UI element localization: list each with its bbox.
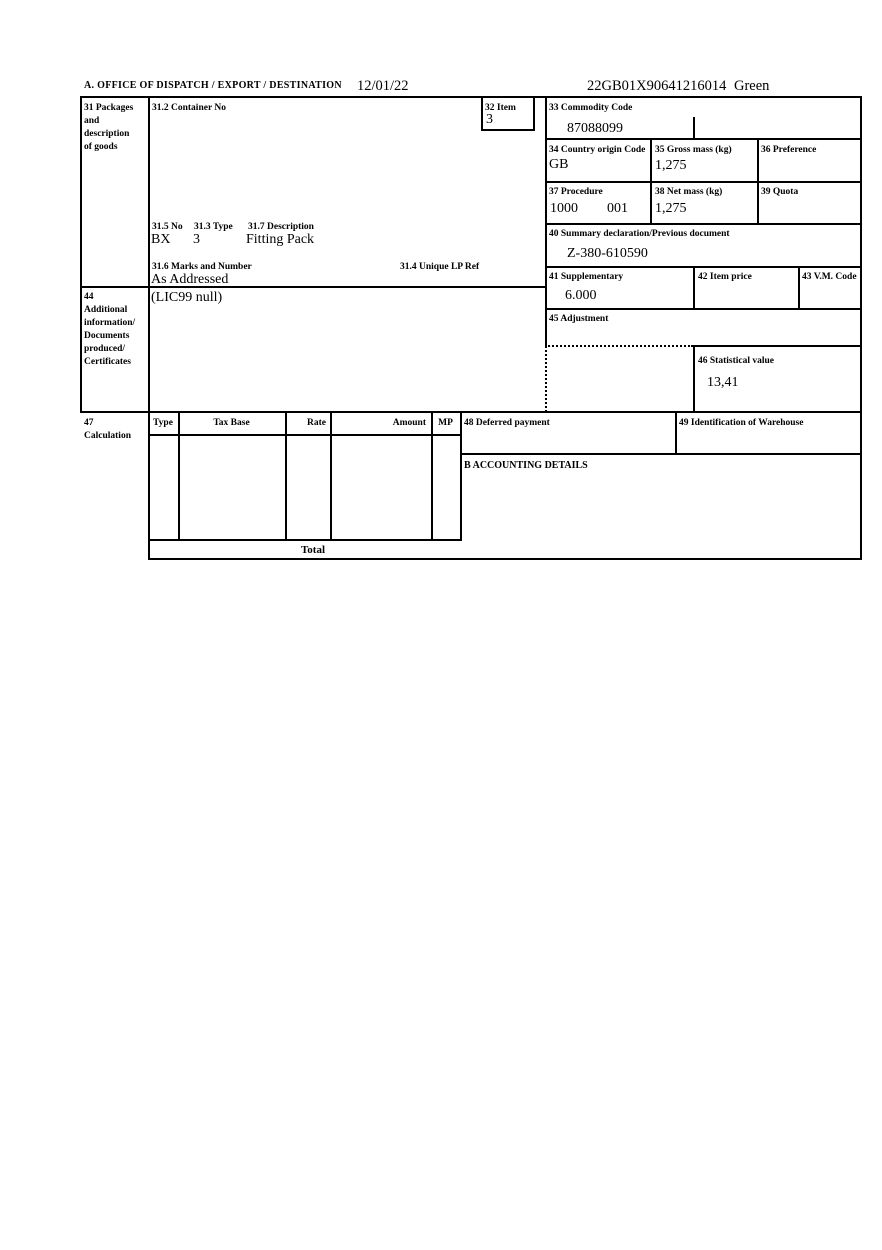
border-line [798, 266, 800, 310]
calc-header-amount: Amount [392, 418, 426, 428]
box32-label: 32 Item [485, 103, 516, 113]
border-line [285, 411, 287, 541]
border-line [148, 558, 862, 560]
box42-label: 42 Item price [698, 272, 752, 282]
box31-6-marks-number: As Addressed [151, 272, 229, 287]
border-line [178, 411, 180, 541]
border-line [650, 138, 652, 225]
box35-gross-mass: 1,275 [655, 158, 687, 173]
border-line [431, 411, 433, 541]
box34-country-origin: GB [549, 157, 569, 172]
border-line [330, 411, 332, 541]
calc-header-tax-base: Tax Base [213, 418, 250, 428]
box44-additional-information: (LIC99 null) [151, 290, 223, 305]
border-line [80, 411, 862, 413]
border-line [693, 345, 695, 413]
box44-label-line6: Certificates [84, 357, 131, 367]
box33-label: 33 Commodity Code [549, 103, 633, 113]
box44-label-line2: Additional [84, 305, 128, 315]
border-line [80, 96, 862, 98]
border-line [545, 96, 547, 348]
box36-label: 36 Preference [761, 145, 817, 155]
box48-label: 48 Deferred payment [464, 418, 550, 428]
box41-supplementary-units: 6.000 [565, 288, 597, 303]
calc-header-rate: Rate [307, 418, 326, 428]
box40-label: 40 Summary declaration/Previous document [549, 229, 730, 239]
border-line [481, 96, 483, 131]
border-line [545, 266, 862, 268]
border-line [545, 138, 862, 140]
border-line [860, 96, 862, 413]
box31-5-label: 31.5 No [152, 222, 183, 232]
box32-item-number: 3 [486, 112, 493, 127]
box37-procedure-main: 1000 [550, 201, 578, 216]
border-line [693, 345, 862, 347]
border-line [148, 539, 462, 541]
border-line [860, 411, 862, 560]
border-line [533, 96, 535, 131]
dotted-border-line [545, 346, 547, 412]
box39-label: 39 Quota [761, 187, 799, 197]
declaration-number: 22GB01X90641216014 [587, 78, 727, 94]
box43-label: 43 V.M. Code [802, 272, 857, 282]
box31-label-line3: description [84, 129, 130, 139]
box44-label-line5: produced/ [84, 344, 126, 354]
box37-label: 37 Procedure [549, 187, 603, 197]
border-line [460, 453, 862, 455]
box31-label-line1: 31 Packages [84, 103, 134, 113]
accounting-details-label: B ACCOUNTING DETAILS [464, 460, 588, 471]
box41-label: 41 Supplementary [549, 272, 624, 282]
calc-header-type: Type [153, 418, 173, 428]
box31-label-line2: and [84, 116, 100, 126]
declaration-date: 12/01/22 [357, 78, 409, 94]
border-line [148, 434, 462, 436]
border-line [545, 223, 862, 225]
border-line [148, 96, 150, 560]
box49-label: 49 Identification of Warehouse [679, 418, 804, 428]
box37-procedure-additional: 001 [607, 201, 628, 216]
box35-label: 35 Gross mass (kg) [655, 145, 732, 155]
office-of-dispatch-label: A. OFFICE OF DISPATCH / EXPORT / DESTINATION [84, 80, 342, 91]
border-line [545, 308, 862, 310]
box45-label: 45 Adjustment [549, 314, 609, 324]
border-line [545, 181, 862, 183]
dotted-border-line [545, 345, 693, 347]
box31-5-package-kind: BX [151, 232, 171, 247]
box47-label-line2: Calculation [84, 431, 131, 441]
box46-statistical-value: 13,41 [707, 375, 739, 390]
box40-previous-document: Z-380-610590 [567, 246, 648, 261]
border-line [757, 138, 759, 225]
border-line [80, 96, 82, 413]
calc-total-label: Total [300, 544, 326, 556]
calc-header-mp: MP [438, 418, 453, 428]
box31-label-line4: of goods [84, 142, 118, 152]
box31-3-package-count: 3 [193, 232, 200, 247]
border-line [675, 411, 677, 455]
box44-label-line3: information/ [84, 318, 136, 328]
box31-6-label: 31.6 Marks and Number [152, 262, 252, 272]
box31-2-label: 31.2 Container No [152, 103, 226, 113]
box46-label: 46 Statistical value [698, 356, 774, 366]
box38-label: 38 Net mass (kg) [655, 187, 723, 197]
box44-label-line1: 44 [84, 292, 94, 302]
border-line [481, 129, 535, 131]
box38-net-mass: 1,275 [655, 201, 687, 216]
box44-label-line4: Documents [84, 331, 130, 341]
box31-4-label: 31.4 Unique LP Ref [400, 262, 480, 272]
box31-7-goods-description: Fitting Pack [246, 232, 315, 247]
box33-commodity-code: 87088099 [567, 121, 623, 136]
box31-3-label: 31.3 Type [194, 222, 233, 232]
box47-label-line1: 47 [84, 418, 94, 428]
border-line [693, 266, 695, 310]
box34-label: 34 Country origin Code [549, 145, 646, 155]
routing-indicator: Green [734, 78, 770, 94]
box31-7-label: 31.7 Description [248, 222, 314, 232]
border-line [460, 411, 462, 541]
border-line [693, 117, 695, 139]
